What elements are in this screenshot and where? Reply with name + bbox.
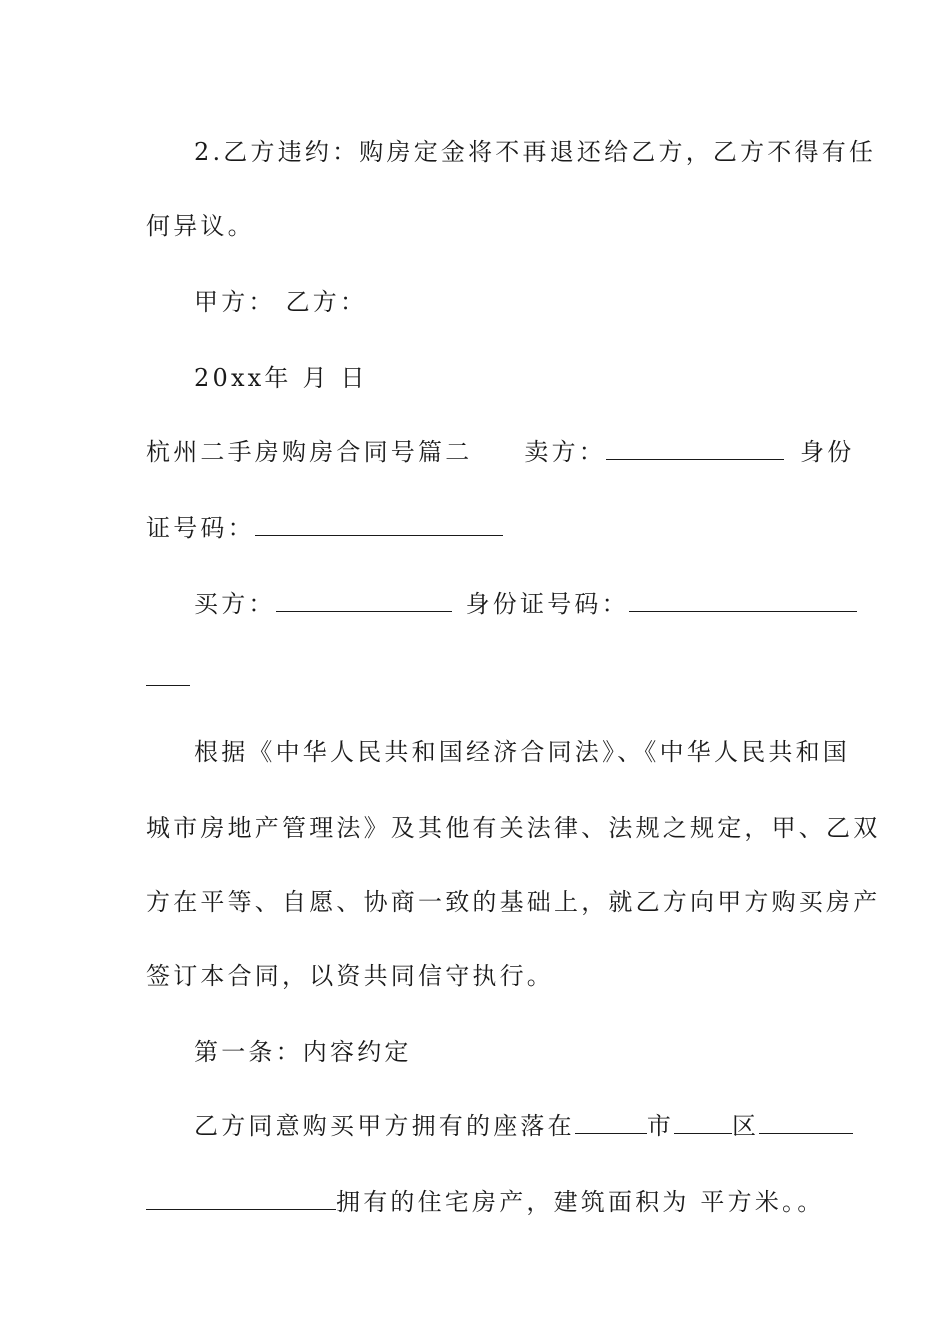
- buyer-line: [194, 588, 806, 620]
- article-one-heading: 第一条：内容约定: [194, 1038, 412, 1066]
- buyer-id-label: 身份证号码：: [465, 590, 629, 618]
- party-b-label: 乙方：: [285, 288, 368, 316]
- preamble-line-3: 方在平等、自愿、协商一致的基础上，就乙方向甲方购买房产: [146, 888, 881, 916]
- buyer-id-blank: [629, 589, 857, 612]
- preamble-line-4: 签订本合同，以资共同信守执行。: [146, 962, 554, 990]
- seller-id-blank: [255, 513, 503, 536]
- seller-id-label-part1: 身份: [800, 438, 855, 466]
- article-one-line-2: [146, 1186, 825, 1218]
- buyer-label: 买方：: [194, 590, 276, 618]
- property-location-text: 乙方同意购买甲方拥有的座落在: [194, 1112, 575, 1140]
- signature-date: 20xx年 月 日: [194, 364, 368, 392]
- address-blank: [759, 1111, 853, 1134]
- city-blank: [575, 1111, 647, 1134]
- seller-id-label-part2: 证号码：: [146, 514, 255, 542]
- address-blank-cont: [146, 1187, 336, 1210]
- clause-breach-line-2: 何异议。: [146, 212, 255, 240]
- seller-id-line: [146, 512, 806, 544]
- article-one-line-1: [194, 1110, 806, 1142]
- contract-title-seller-line: [146, 436, 855, 468]
- buyer-id-continuation: [146, 662, 806, 694]
- clause-breach-line-1: 2.乙方违约：购房定金将不再退还给乙方，乙方不得有任: [194, 138, 877, 166]
- seller-name-blank: [606, 437, 784, 460]
- contract-title: 杭州二手房购房合同号篇二: [146, 438, 473, 466]
- district-label: 区: [732, 1112, 760, 1140]
- city-label: 市: [646, 1112, 675, 1140]
- seller-label: 卖方：: [524, 438, 607, 466]
- party-a-label: 甲方：: [194, 288, 276, 316]
- preamble-line-1: 根据《中华人民共和国经济合同法》、《中华人民共和国: [194, 738, 850, 766]
- district-blank: [674, 1111, 732, 1134]
- signature-parties: [194, 286, 806, 318]
- preamble-line-2: 城市房地产管理法》及其他有关法律、法规之规定，甲、乙双: [146, 814, 881, 842]
- buyer-name-blank: [276, 589, 452, 612]
- property-area-text: 拥有的住宅房产，建筑面积为 平方米。。: [336, 1188, 825, 1216]
- buyer-id-blank-cont: [146, 663, 190, 686]
